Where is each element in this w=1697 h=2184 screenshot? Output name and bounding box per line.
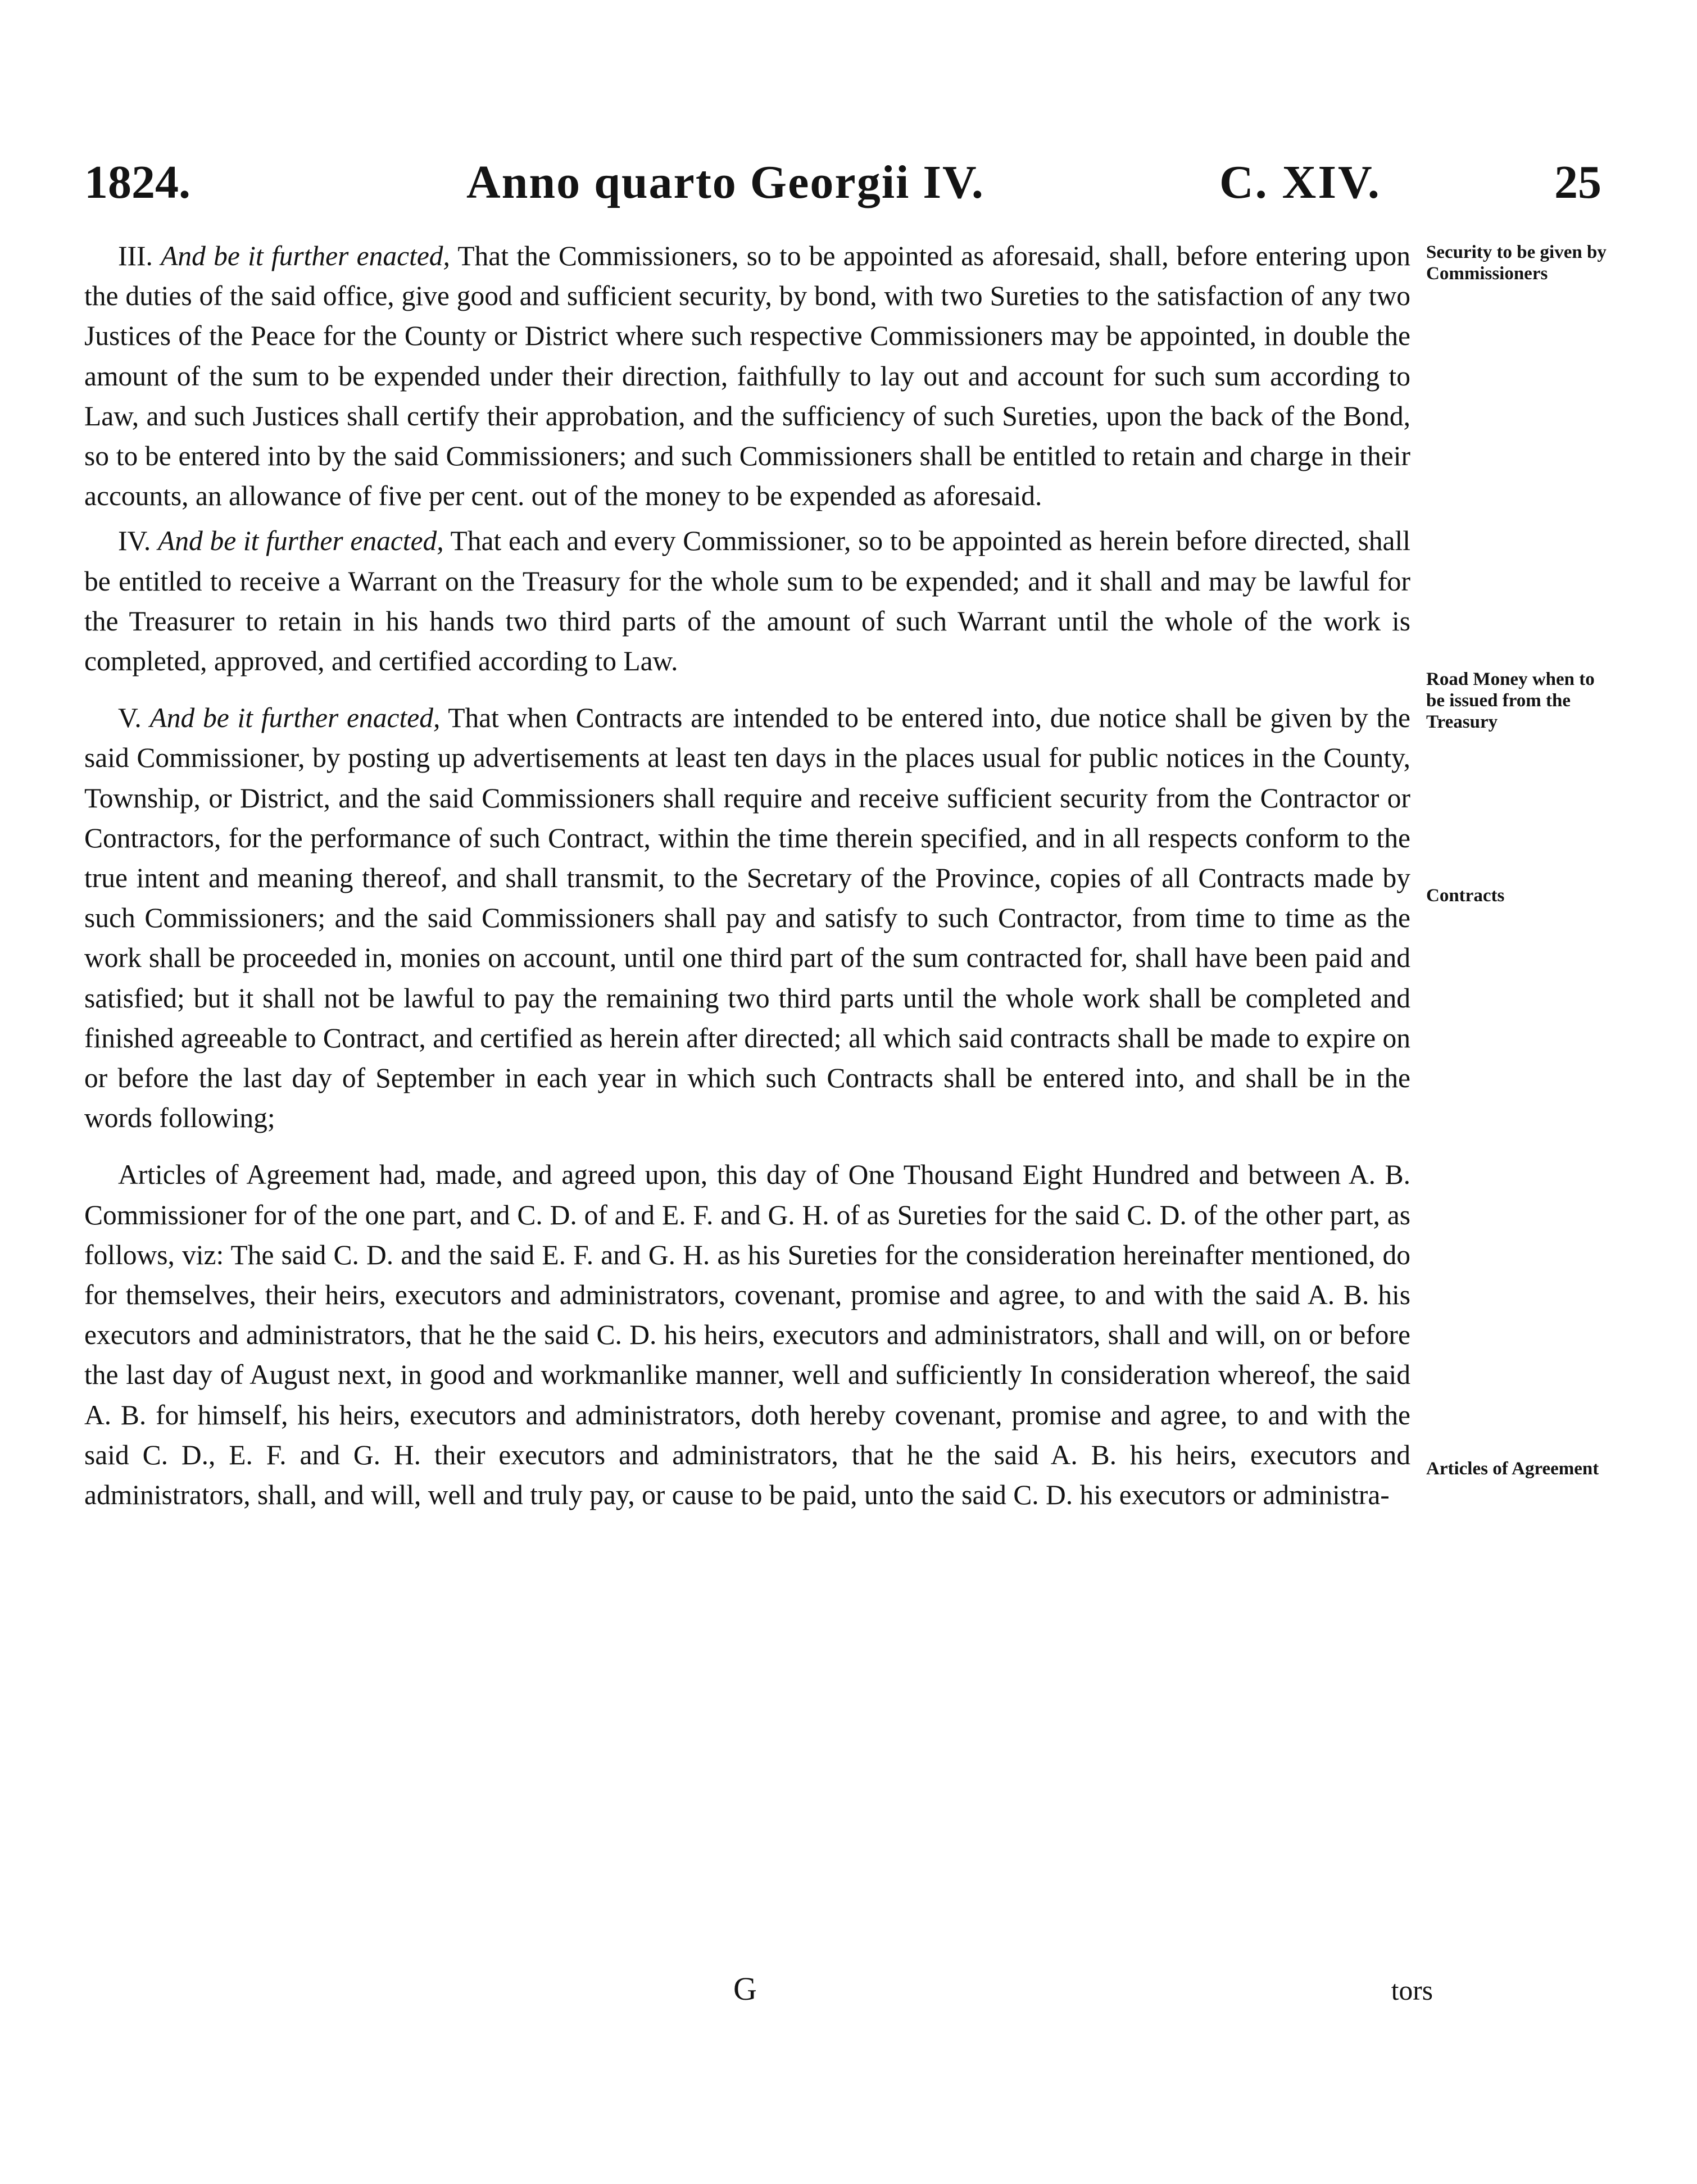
margin-note-road-money: Road Money when to be issued from the Treasury (1426, 669, 1595, 732)
section-marker: V. (118, 702, 142, 734)
section-marker: IV. (118, 525, 151, 557)
header-year: 1824. (84, 156, 190, 208)
enacting-clause: And be it further enacted, (149, 702, 441, 734)
margin-note-articles: Articles of Agreement (1426, 1459, 1599, 1479)
articles-of-agreement: Articles of Agreement had, made, and agreed upon, this day of One Thousand Eight Hundred and between A. B. Commissioner for of the one part, and C. D. of and E. F. and G. H. of as Sureties for the said C. D. of the other part, as follows, viz: The said C. D. and the said E. F. and G. H. as his Sureties for the consideration hereinafter mentioned, do for themselves, their heirs, executors and administrators, covenant, promise and agree, to and with the said A. B. his executors and administrators, that he the said C. D. his heirs, executors and administrators, shall and will, on or before the last day of August next, in good and workmanlike manner, well and sufficiently In consideration whereof, the said A. B. for himself, his heirs, executors and administrators, doth hereby covenant, promise and agree, to and with the said C. D., E. F. and G. H. their executors and administrators, that he the said A. B. his heirs, executors and administrators, shall, and will, well and truly pay, or cause to be paid, unto the said C. D. his executors or administra- (84, 1159, 1410, 1511)
signature-mark: G (733, 1970, 759, 2007)
enacting-clause: And be it further enacted, (157, 525, 444, 557)
section-text: That when Contracts are intended to be entered into, due notice shall be given by the said Commissioner, by posting up advertisements at least ten days in the places usual for public notices in the County, Township, or District, and the said Commissioners shall require and receive sufficient security from the Contractor or Contractors, for the performance of such Contract, within the time therein specified, and in all respects conform to the true intent and meaning thereof, and shall transmit, to the Secretary of the Province, copies of all Contracts made by such Commissioners; and the said Commissioners shall pay and satisfy to such Contractor, from time to time as the work shall be proceeded in, monies on account, until one third part of the sum contracted for, shall have been paid and satisfied; but it shall not be lawful to pay the remaining two third parts until the whole work shall be completed and finished agreeable to Contract, and certified as herein after directed; all which said contracts shall be made to expire on or before the last day of September in each year in which such Contracts shall be entered into, and shall be in the words following; (84, 702, 1410, 1134)
header-title: Anno quarto Georgii IV. (466, 156, 984, 208)
margin-note-contracts: Contracts (1426, 886, 1505, 906)
section-iii (84, 236, 1410, 516)
catchword: tors (1391, 1975, 1433, 2006)
running-header (84, 152, 1601, 219)
page-number: 25 (1554, 156, 1601, 208)
section-iv (84, 521, 1410, 681)
section-text: That each and every Commissioner, so to be appointed as herein before directed, shall be entitled to receive a Warrant on the Treasury for the whole sum to be expended; and it shall and may be lawful for the Treasurer to retain in his hands two third parts of the amount of such Warrant until the whole of the work is completed, approved, and certified according to Law. (84, 525, 1410, 677)
section-marker: III. (118, 240, 153, 271)
header-chapter: C. XIV. (1219, 156, 1381, 208)
enacting-clause: And be it further enacted, (161, 240, 450, 271)
margin-note-security: Security to be given by Commissioners (1426, 242, 1607, 284)
statute-body (84, 236, 1410, 1515)
section-text: That the Commissioners, so to be appointed as aforesaid, shall, before entering upon the duties of the said office, give good and sufficient security, by bond, with two Sureties to the satisfaction of any two Justices of the Peace for the County or District where such respective Commissioners may be appointed, in double the amount of the sum to be expended under their direction, faithfully to lay out and account for such sum according to Law, and such Justices shall certify their approbation, and the sufficiency of such Sureties, upon the back of the Bond, so to be entered into by the said Commissioners; and such Commissioners shall be entitled to retain and charge in their accounts, an allowance of five per cent. out of the money to be expended as aforesaid. (84, 240, 1410, 512)
section-v (84, 698, 1410, 1138)
